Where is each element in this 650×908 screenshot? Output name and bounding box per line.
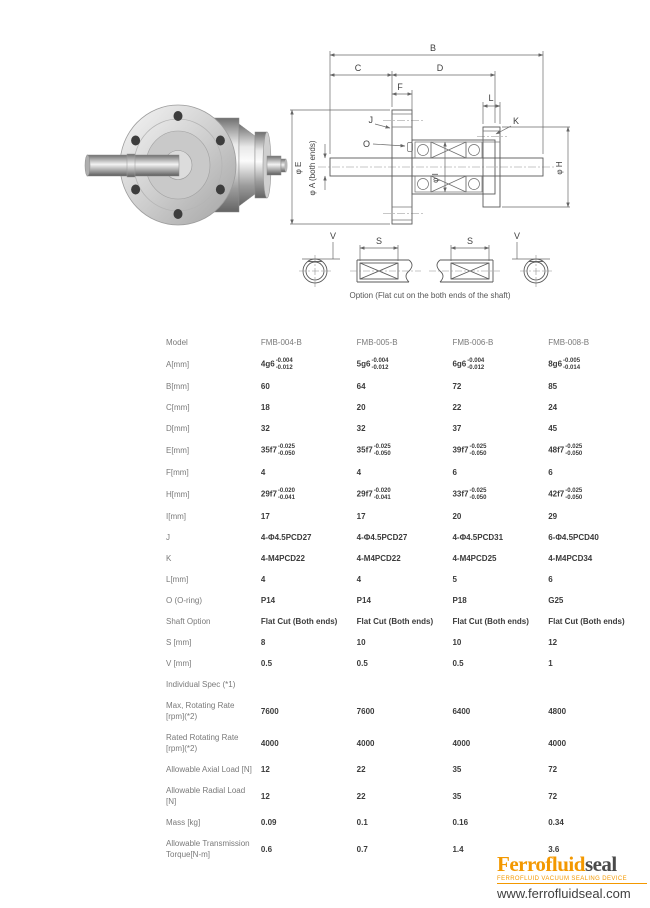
spec-value: 0.34	[548, 818, 564, 827]
spec-value: 0.6	[260, 844, 273, 854]
spec-row-label: D[mm]	[166, 424, 190, 433]
spec-value: P14	[260, 596, 276, 605]
spec-value: 0.5	[260, 659, 273, 668]
spec-value: 0.7	[356, 844, 368, 854]
spec-row-label: I[mm]	[166, 512, 186, 521]
spec-row-label: H[mm]	[166, 490, 190, 499]
product-photo	[75, 98, 290, 235]
spec-row-label: Allowable Transmission Torque[N-m]	[166, 839, 250, 859]
shaft-end-view-right	[512, 242, 552, 287]
table-row	[166, 532, 644, 543]
brand-name-secondary: seal	[584, 852, 617, 876]
spec-value: 64	[356, 382, 366, 391]
spec-value: 1	[548, 659, 553, 668]
brand-tagline: FERROFLUID VACUUM SEALING DEVICE	[497, 876, 647, 884]
table-row	[166, 467, 644, 478]
spec-value: 4800	[548, 706, 567, 716]
spec-value: 22	[356, 791, 366, 801]
spec-value: 72	[548, 791, 558, 801]
spec-value: 6400	[452, 706, 471, 716]
table-row	[166, 574, 644, 585]
spec-row-label: Max, Rotating Rate [rpm](*2)	[166, 701, 235, 721]
spec-value: P14	[356, 596, 371, 605]
spec-row-label: V [mm]	[166, 659, 192, 668]
table-row	[166, 553, 644, 564]
dim-label-J: J	[368, 115, 373, 125]
spec-row-label: Allowable Axial Load [N]	[166, 765, 252, 774]
spec-value: 4-M4PCD22	[356, 554, 401, 563]
spec-value: 3.6	[548, 844, 560, 854]
dim-label-B: B	[429, 43, 437, 53]
spec-value: FMB-005-B	[356, 338, 398, 347]
spec-value: 29f7 -0.020 -0.041	[260, 488, 295, 501]
spec-value: 45	[548, 424, 558, 433]
spec-value: 6-Φ4.5PCD40	[548, 533, 599, 542]
spec-row-label: B[mm]	[166, 382, 190, 391]
spec-value: 4	[356, 575, 362, 584]
table-row	[166, 700, 644, 722]
spec-value: 48f7 -0.025 -0.050	[548, 444, 583, 457]
spec-value: 35f7 -0.025 -0.050	[260, 444, 295, 457]
spec-row-label: Model	[166, 338, 188, 347]
spec-value: Flat Cut (Both ends)	[356, 617, 434, 626]
spec-value: Flat Cut (Both ends)	[548, 617, 625, 626]
spec-value: 6	[548, 575, 553, 584]
spec-value: 85	[548, 382, 558, 391]
spec-value: 4-M4PCD25	[452, 554, 497, 563]
table-row	[166, 511, 644, 522]
spec-table	[166, 337, 644, 870]
spec-value: FMB-008-B	[548, 338, 590, 347]
spec-value: FMB-004-B	[260, 338, 302, 347]
dim-label-V-left: V	[329, 231, 337, 241]
dim-label-phiE: φ E	[294, 161, 303, 175]
spec-value: 12	[260, 791, 270, 801]
shaft-option-caption: Option (Flat cut on the both ends of the shaft)	[349, 291, 511, 300]
spec-row-label: F[mm]	[166, 468, 189, 477]
spec-value: 60	[260, 382, 270, 391]
spec-value: 4g6 -0.004 -0.012	[260, 358, 293, 371]
spec-value: 35	[452, 765, 462, 774]
spec-value: 42f7 -0.025 -0.050	[548, 488, 583, 501]
spec-value: 6g6 -0.004 -0.012	[452, 358, 485, 371]
dim-label-C: C	[354, 63, 362, 73]
spec-value: FMB-006-B	[452, 338, 494, 347]
shaft-side-view-left	[350, 245, 421, 282]
spec-value: 0.5	[452, 659, 464, 668]
spec-value: 4-M4PCD34	[548, 554, 593, 563]
spec-value: 0.5	[356, 659, 368, 668]
table-row	[166, 637, 644, 648]
shaft-end-view-left	[299, 242, 340, 287]
spec-value: 5	[452, 575, 457, 584]
spec-value: 4000	[548, 738, 567, 748]
spec-value: 4-Φ4.5PCD27	[260, 533, 312, 542]
spec-value: Flat Cut (Both ends)	[260, 617, 338, 626]
table-row	[166, 817, 644, 828]
table-row	[166, 488, 644, 501]
brand-name	[497, 854, 647, 875]
spec-value: 33f7 -0.025 -0.050	[452, 488, 487, 501]
spec-value: 0.09	[260, 818, 277, 827]
spec-value: 5g6 -0.004 -0.012	[356, 358, 389, 371]
dimension-lines	[290, 51, 570, 224]
spec-value: 10	[452, 638, 462, 647]
spec-row-label: E[mm]	[166, 446, 190, 455]
spec-value: P18	[452, 596, 467, 605]
spec-value: 24	[548, 403, 558, 412]
spec-value: 32	[260, 424, 270, 433]
table-row	[166, 337, 644, 348]
spec-value: 6	[452, 468, 457, 477]
spec-value: 8g6 -0.005 -0.014	[548, 358, 581, 371]
spec-value: 1.4	[452, 844, 464, 854]
table-row	[166, 785, 644, 807]
spec-value: 29f7 -0.020 -0.041	[356, 488, 391, 501]
spec-value: 22	[356, 765, 366, 774]
spec-value: 12	[260, 765, 270, 774]
spec-row-label: Shaft Option	[166, 617, 211, 626]
dim-label-F: F	[397, 82, 403, 92]
spec-value: 8	[260, 638, 266, 647]
spec-value: 18	[260, 403, 270, 412]
spec-value: 12	[548, 638, 558, 647]
spec-value: 7600	[356, 706, 375, 716]
spec-value: 4	[356, 468, 362, 477]
spec-value: 10	[356, 638, 366, 647]
spec-value: 72	[548, 765, 558, 774]
spec-value: 39f7 -0.025 -0.050	[452, 444, 487, 457]
spec-value: 20	[356, 403, 366, 412]
spec-value: 4	[260, 575, 266, 584]
spec-row-label: Mass [kg]	[166, 818, 201, 827]
table-row	[166, 732, 644, 754]
table-row	[166, 595, 644, 606]
dim-label-phiH: φ H	[555, 161, 564, 175]
spec-row-label: A[mm]	[166, 360, 190, 369]
shaft-side-view-right	[429, 245, 500, 282]
website-link[interactable]: www.ferrofluidseal.com	[497, 886, 631, 901]
spec-row-label: Rated Rotating Rate [rpm](*2)	[166, 733, 239, 753]
spec-value: 20	[452, 512, 462, 521]
spec-row-label: Allowable Radial Load [N]	[166, 786, 246, 806]
spec-value: 4000	[452, 738, 471, 748]
spec-row-label: S [mm]	[166, 638, 192, 647]
spec-value: 37	[452, 424, 462, 433]
spec-value: Flat Cut (Both ends)	[452, 617, 529, 626]
spec-row-label: C[mm]	[166, 403, 190, 412]
spec-value: 4-Φ4.5PCD31	[452, 533, 504, 542]
spec-row-label: L[mm]	[166, 575, 189, 584]
spec-value: 6	[548, 468, 553, 477]
spec-value: 35	[452, 791, 462, 801]
dimension-drawing	[285, 30, 590, 235]
dim-label-S-right: S	[466, 236, 474, 246]
spec-value: 35f7 -0.025 -0.050	[356, 444, 391, 457]
spec-value: 4-M4PCD22	[260, 554, 305, 563]
dim-label-S-left: S	[375, 236, 383, 246]
spec-value: 4-Φ4.5PCD27	[356, 533, 408, 542]
table-row	[166, 658, 644, 669]
dim-label-L: L	[488, 93, 494, 103]
spec-value: 4000	[356, 738, 375, 748]
spec-value: 29	[548, 512, 558, 521]
spec-value: 17	[260, 512, 270, 521]
brand-logo	[497, 854, 647, 901]
spec-value: 0.16	[452, 818, 469, 827]
feedthrough-shaft	[85, 154, 179, 177]
spec-value: G25	[548, 596, 564, 605]
brand-name-primary: Ferrofluid	[497, 852, 585, 876]
table-row	[166, 679, 644, 690]
dim-label-K: K	[513, 116, 520, 126]
spec-value: 32	[356, 424, 366, 433]
spec-value: 17	[356, 512, 366, 521]
spec-row-label: O (O-ring)	[166, 596, 202, 605]
spec-row-label: K	[166, 554, 172, 563]
table-row	[166, 402, 644, 413]
spec-value: 4000	[260, 738, 279, 748]
dim-label-phiI: φ I	[431, 173, 440, 183]
table-row	[166, 764, 644, 775]
dim-label-O: O	[362, 139, 370, 149]
table-row	[166, 616, 644, 627]
spec-value: 7600	[260, 706, 279, 716]
dim-label-phiA: φ A (both ends)	[308, 140, 317, 196]
table-row	[166, 444, 644, 457]
table-row	[166, 358, 644, 371]
spec-value: 22	[452, 403, 462, 412]
dim-label-V-right: V	[513, 231, 521, 241]
spec-value: 72	[452, 382, 462, 391]
spec-row-label: J	[166, 533, 170, 542]
table-row	[166, 381, 644, 392]
dim-label-D: D	[436, 63, 444, 73]
shaft-option-drawing	[288, 228, 573, 290]
spec-row-label: Individual Spec (*1)	[166, 680, 236, 689]
spec-value: 0.1	[356, 818, 368, 827]
table-row	[166, 423, 644, 434]
spec-value: 4	[260, 468, 266, 477]
